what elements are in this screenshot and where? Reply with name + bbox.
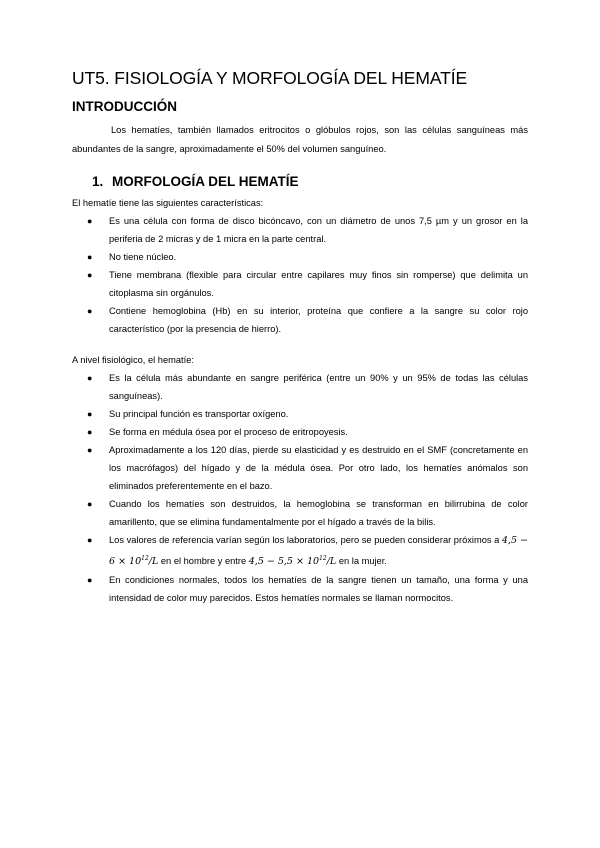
bullet-icon: ● — [87, 216, 93, 226]
list-item: ● Se forma en médula ósea por el proceso de eritropoyesis. — [72, 423, 528, 441]
bullet-icon: ● — [87, 445, 93, 455]
morphology-lead: El hematíe tiene las siguientes características: — [72, 198, 264, 208]
formula-female: $4,5 - 5,5 \times 10^{12}/L$ — [248, 555, 337, 568]
bullet-icon: ● — [87, 575, 93, 586]
list-item: ● Su principal función es transportar oxígeno. — [72, 405, 528, 423]
bullet-icon: ● — [87, 252, 93, 262]
list-item: ● Aproximadamente a los 120 días, pierde su elasticidad y es destruido en el SMF (concretamente en los macrófagos) del hígado y de la médula ósea. Por otro lado, los hematíes anómalos son eliminados preferentemente en el bazo. — [72, 441, 528, 495]
morphology-list — [72, 212, 528, 338]
list-item: ● Tiene membrana (flexible para circular entre capilares muy finos sin romperse) que delimita un citoplasma sin orgánulos. — [72, 266, 528, 302]
physiology-list — [72, 369, 528, 607]
bullet-icon: ● — [87, 427, 93, 437]
bullet-icon: ● — [87, 535, 93, 545]
list-item: ● En condiciones normales, todos los hematíes de la sangre tienen un tamaño, una forma y una intensidad de color muy parecidos. Estos hematíes normales se llaman normocitos. — [72, 571, 528, 607]
list-item: ● No tiene núcleo. — [72, 248, 528, 266]
list-item-reference-values: ● Los valores de referencia varían según los laboratorios, pero se pueden considerar próximos a $4,5 - 6 \times 10^{12}/L$ en el hombre y entre $4,5 - 5,5 \times 10^{12}/L$ en la mujer. — [72, 531, 528, 571]
introduction-heading: INTRODUCCIÓN — [72, 99, 177, 114]
introduction-paragraph: Los hematíes, también llamados eritrocitos o glóbulos rojos, son las células sanguíneas más abundantes de la sangre, aproximadamente el 50% del volumen sanguíneo. — [72, 125, 528, 154]
bullet-icon: ● — [87, 499, 93, 509]
list-item: ● Es la célula más abundante en sangre periférica (entre un 90% y un 95% de todas las células sanguíneas). — [72, 369, 528, 405]
bullet-icon: ● — [87, 409, 93, 419]
bullet-icon: ● — [87, 373, 93, 383]
section-1-title: MORFOLOGÍA DEL HEMATÍE — [112, 174, 299, 189]
formula-male: $4,5 - 6 \times 10^{12}/L$ — [109, 535, 528, 568]
document-title: UT5. FISIOLOGÍA Y MORFOLOGÍA DEL HEMATÍE — [72, 68, 468, 88]
section-1-number: 1. — [92, 174, 104, 189]
list-item: ● Es una célula con forma de disco bicóncavo, con un diámetro de unos 7,5 µm y un grosor en la periferia de 2 micras y de 1 micra en la parte central. — [72, 212, 528, 248]
bullet-icon: ● — [87, 270, 93, 280]
physiology-lead: A nivel fisiológico, el hematíe: — [72, 355, 194, 365]
list-item: ● Cuando los hematíes son destruidos, la hemoglobina se transforman en bilirrubina de color amarillento, que se elimina fundamentalmente por el hígado a través de la bilis. — [72, 495, 528, 531]
list-item: ● Contiene hemoglobina (Hb) en su interior, proteína que confiere a la sangre su color rojo característico (por la presencia de hierro). — [72, 302, 528, 338]
bullet-icon: ● — [87, 306, 93, 316]
section-1-heading — [92, 174, 299, 189]
